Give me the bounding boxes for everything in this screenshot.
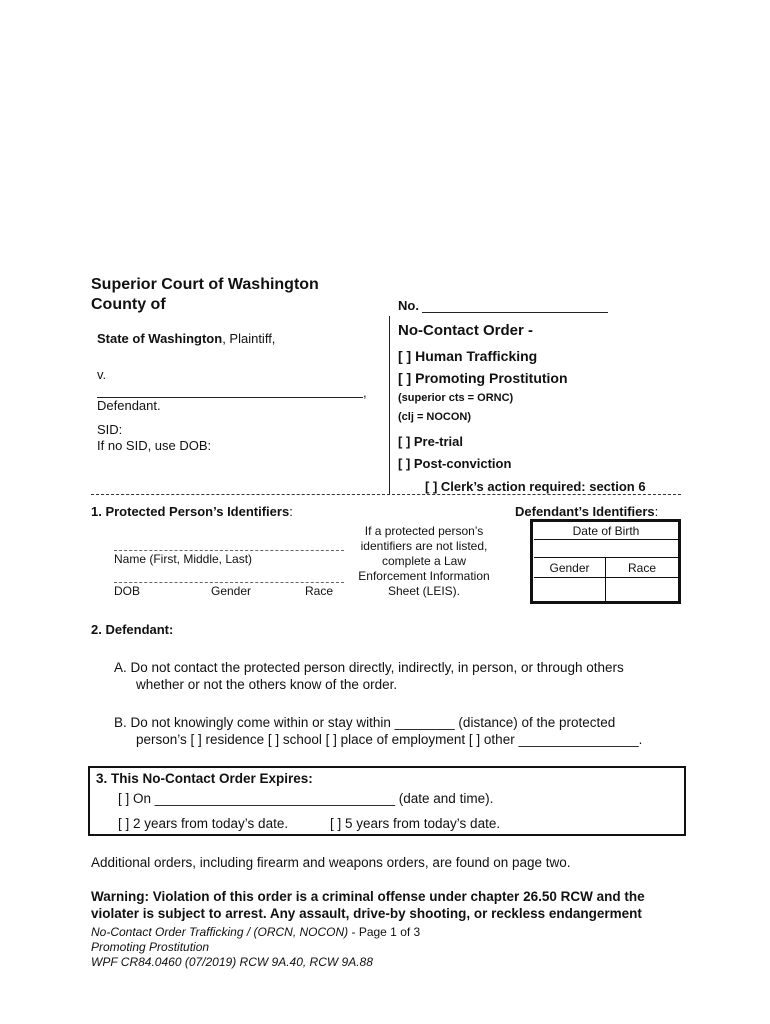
leis-note-line: Enforcement Information	[358, 569, 490, 583]
checkbox-pretrial[interactable]: [ ] Pre-trial	[398, 434, 464, 449]
sid-label: SID:	[97, 422, 123, 437]
leis-note-line: Sheet (LEIS).	[387, 584, 461, 598]
versus: v.	[97, 367, 107, 382]
warning-line1: Warning: Violation of this order is a criminal offense under chapter 26.50 RCW and the	[91, 889, 645, 904]
protected-gender-label: Gender	[211, 584, 252, 598]
caption-comma: ,	[363, 385, 367, 400]
case-number-label: No.	[398, 298, 419, 313]
footer-form-number: WPF CR84.0460 (07/2019) RCW 9A.40, RCW 9A.88	[91, 955, 373, 969]
superior-court-code: (superior cts = ORNC)	[398, 392, 514, 404]
protected-dob-gender-race-field[interactable]	[114, 582, 344, 583]
court-title: Superior Court of Washington	[91, 276, 319, 293]
protected-dob-label: DOB	[114, 584, 141, 598]
expires-2-years-option[interactable]: [ ] 2 years from today’s date.	[118, 816, 289, 831]
checkbox-postconviction[interactable]: [ ] Post-conviction	[398, 456, 512, 471]
expires-5-years-option[interactable]: [ ] 5 years from today’s date.	[330, 816, 501, 831]
footer-form-title: No-Contact Order Trafficking / (ORCN, NOCON)	[91, 925, 349, 939]
section2-heading: 2. Defendant:	[91, 622, 174, 637]
defendant-gender-field[interactable]	[534, 578, 606, 601]
defendant-gender-header: Gender	[534, 558, 606, 578]
leis-note-line: complete a Law	[381, 554, 467, 568]
expires-on-option[interactable]: [ ] On ________________________________ (date and time).	[118, 791, 494, 806]
checkbox-clerk-action[interactable]: [ ] Clerk’s action required: section 6	[425, 479, 646, 494]
footer-line1	[91, 925, 420, 939]
caption-bottom-rule	[91, 494, 681, 495]
section1-colon: :	[289, 504, 293, 519]
additional-orders-note: Additional orders, including firearm and weapons orders, are found on page two.	[91, 855, 571, 870]
section3-heading: 3. This No-Contact Order Expires:	[96, 771, 313, 786]
section2-a-line1: A. Do not contact the protected person directly, indirectly, in person, or through others	[114, 660, 624, 675]
case-number-field[interactable]	[422, 312, 608, 313]
caption-divider	[389, 316, 390, 494]
leis-note	[358, 524, 490, 599]
defendant-dob-header: Date of Birth	[534, 522, 678, 540]
section1-heading: 1. Protected Person’s Identifiers	[91, 504, 290, 519]
order-title: No-Contact Order -	[398, 322, 533, 339]
plaintiff-role: , Plaintiff,	[222, 331, 276, 346]
defendant-dob-field[interactable]	[534, 540, 678, 558]
defendant-race-header: Race	[606, 558, 678, 578]
defendant-ids-heading: Defendant’s Identifiers	[515, 504, 655, 519]
county-label: County of	[91, 296, 166, 313]
defendant-ids-heading-line	[515, 504, 658, 519]
checkbox-promoting-prostitution[interactable]: [ ] Promoting Prostitution	[398, 370, 568, 386]
footer-line2: Promoting Prostitution	[91, 940, 210, 954]
sid-note: If no SID, use DOB:	[97, 438, 212, 453]
section1-heading-line	[91, 504, 293, 519]
defendant-race-field[interactable]	[606, 578, 678, 601]
plaintiff-name: State of Washington	[97, 331, 223, 346]
plaintiff-line	[97, 331, 275, 346]
footer-page: - Page 1 of 3	[348, 925, 421, 939]
clj-code: (clj = NOCON)	[398, 411, 472, 423]
protected-name-label: Name (First, Middle, Last)	[114, 552, 253, 566]
defendant-ids-colon: :	[654, 504, 659, 519]
protected-race-label: Race	[305, 584, 334, 598]
section2-b-line1: B. Do not knowingly come within or stay within ________ (distance) of the protected	[114, 715, 616, 730]
leis-note-line: identifiers are not listed,	[360, 539, 488, 553]
leis-note-line: If a protected person’s	[364, 524, 484, 538]
section2-b-line2: person’s [ ] residence [ ] school [ ] place of employment [ ] other ________________.	[136, 732, 643, 747]
section2-a-line2: whether or not the others know of the order.	[136, 677, 398, 692]
protected-name-field[interactable]	[114, 550, 344, 551]
warning-line2: violater is subject to arrest. Any assault, drive-by shooting, or reckless endangerment	[91, 906, 642, 921]
checkbox-human-trafficking[interactable]: [ ] Human Trafficking	[398, 348, 538, 364]
defendant-label: Defendant.	[97, 398, 161, 413]
